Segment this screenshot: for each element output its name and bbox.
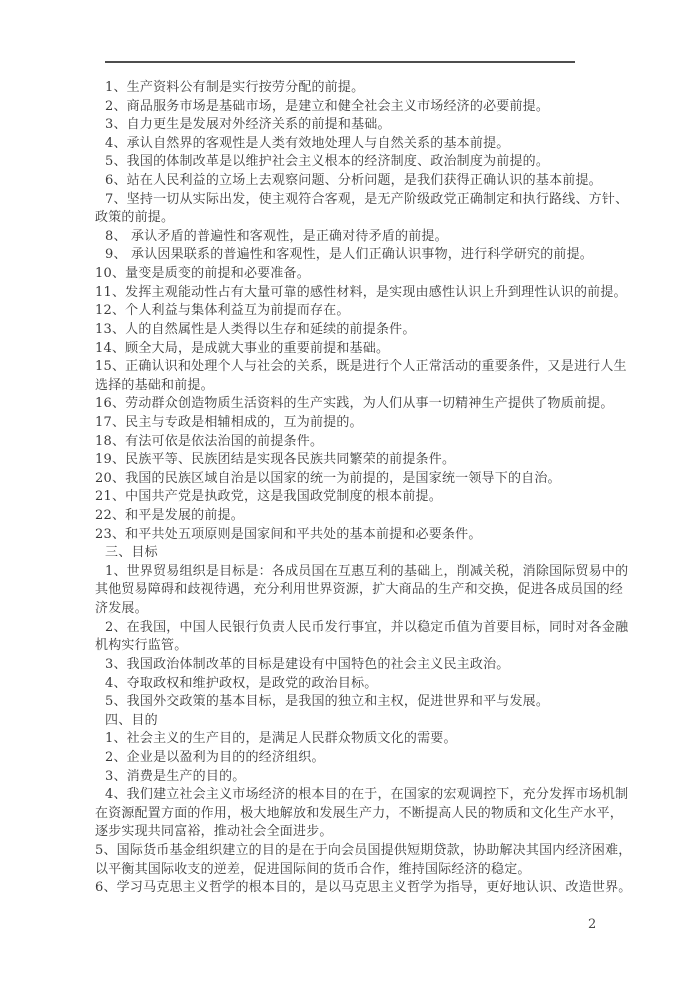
document-line: 2、商品服务市场是基础市场，是建立和健全社会主义市场经济的必要前提。 <box>105 98 550 114</box>
document-line: 7、坚持一切从实际出发，使主观符合客观，是无产阶级政党正确制定和执行路线、方针、 <box>105 191 629 207</box>
document-line: 4、承认自然界的客观性是人类有效地处理人与自然关系的基本前提。 <box>105 135 510 151</box>
document-line: 1、世界贸易组织是目标是：各成员国在互惠互利的基础上，削减关税，消除国际贸易中的 <box>105 563 629 579</box>
document-line: 2、在我国，中国人民银行负责人民币发行事宜，并以稳定币值为首要目标，同时对各金融 <box>105 619 629 635</box>
document-line: 4、我们建立社会主义市场经济的根本目的在于，在国家的宏观调控下，充分发挥市场机制 <box>105 787 629 803</box>
page-number: 2 <box>588 917 597 932</box>
document-body <box>95 79 640 898</box>
document-line: 9、 承认因果联系的普遍性和客观性，是人们正确认识事物，进行科学研究的前提。 <box>105 247 594 263</box>
document-line: 17、民主与专政是相辅相成的，互为前提的。 <box>95 414 363 430</box>
document-line: 5、国际货币基金组织建立的目的是在于向会员国提供短期贷款，协助解决其国内经济困难， <box>95 842 632 858</box>
document-line: 三、目标 <box>105 545 158 561</box>
document-line: 8、 承认矛盾的普遍性和客观性，是正确对待矛盾的前提。 <box>105 228 448 244</box>
document-line: 政策的前提。 <box>95 210 175 226</box>
document-line: 选择的基础和前提。 <box>95 377 214 393</box>
document-line: 机构实行监管。 <box>95 638 188 654</box>
document-line: 4、夺取政权和维护政权，是政党的政治目标。 <box>105 675 378 691</box>
document-line: 22、和平是发展的前提。 <box>95 508 244 524</box>
document-line: 3、消费是生产的目的。 <box>105 768 246 784</box>
document-line: 在资源配置方面的作用，极大地解放和发展生产力，不断提高人民的物质和文化生产水平， <box>95 805 624 821</box>
document-line: 6、学习马克思主义哲学的根本目的，是以马克思主义哲学为指导，更好地认识、改造世界。 <box>95 880 632 896</box>
document-line: 1、社会主义的生产目的，是满足人民群众物质文化的需要。 <box>105 731 457 747</box>
document-line: 20、我国的民族区域自治是以国家的统一为前提的，是国家统一领导下的自治。 <box>95 470 561 486</box>
document-line: 1、生产资料公有制是实行按劳分配的前提。 <box>105 80 365 95</box>
document-line: 5、我国外交政策的基本目标，是我国的独立和主权，促进世界和平与发展。 <box>105 694 550 710</box>
document-line: 12、个人利益与集体利益互为前提而存在。 <box>95 303 350 319</box>
document-line: 5、我国的体制改革是以维护社会主义根本的经济制度、政治制度为前提的。 <box>105 154 550 170</box>
document-line: 2、企业是以盈利为目的的经济组织。 <box>105 749 325 765</box>
document-line: 以平衡其国际收支的逆差，促进国际间的货币合作，维持国际经济的稳定。 <box>95 861 531 877</box>
document-line: 15、正确认识和处理个人与社会的关系，既是进行个人正常活动的重要条件，又是进行人生 <box>95 359 627 375</box>
document-line: 10、量变是质变的前提和必要准备。 <box>95 266 310 282</box>
document-line: 逐步实现共同富裕，推动社会全面进步。 <box>95 824 333 840</box>
document-line: 13、人的自然属性是人类得以生存和延续的前提条件。 <box>95 321 416 337</box>
document-line: 19、民族平等、民族团结是实现各民族共同繁荣的前提条件。 <box>95 452 456 468</box>
document-line: 16、劳动群众创造物质生活资料的生产实践，为人们从事一切精神生产提供了物质前提。 <box>95 396 614 412</box>
document-line: 6、站在人民利益的立场上去观察问题、分析问题，是我们获得正确认识的基本前提。 <box>105 173 602 189</box>
document-line: 23、和平共处五项原则是国家间和平共处的基本前提和必要条件。 <box>95 526 482 542</box>
header-rule <box>105 61 575 63</box>
document-line: 18、有法可依是依法治国的前提条件。 <box>95 433 324 449</box>
document-line: 3、我国政治体制改革的目标是建设有中国特色的社会主义民主政治。 <box>105 656 510 672</box>
document-line: 14、顾全大局，是成就大事业的重要前提和基础。 <box>95 340 390 356</box>
document-line: 四、目的 <box>105 712 158 728</box>
document-line: 济发展。 <box>95 601 148 617</box>
document-line: 其他贸易障碍和歧视待遇，充分利用世界资源，扩大商品的生产和交换，促进各成员国的经 <box>95 582 624 598</box>
document-line: 11、发挥主观能动性占有大量可靠的感性材料，是实现由感性认识上升到理性认识的前提。 <box>95 284 627 300</box>
document-line: 21、中国共产党是执政党，这是我国政党制度的根本前提。 <box>95 489 442 505</box>
document-line: 3、自力更生是发展对外经济关系的前提和基础。 <box>105 117 391 133</box>
